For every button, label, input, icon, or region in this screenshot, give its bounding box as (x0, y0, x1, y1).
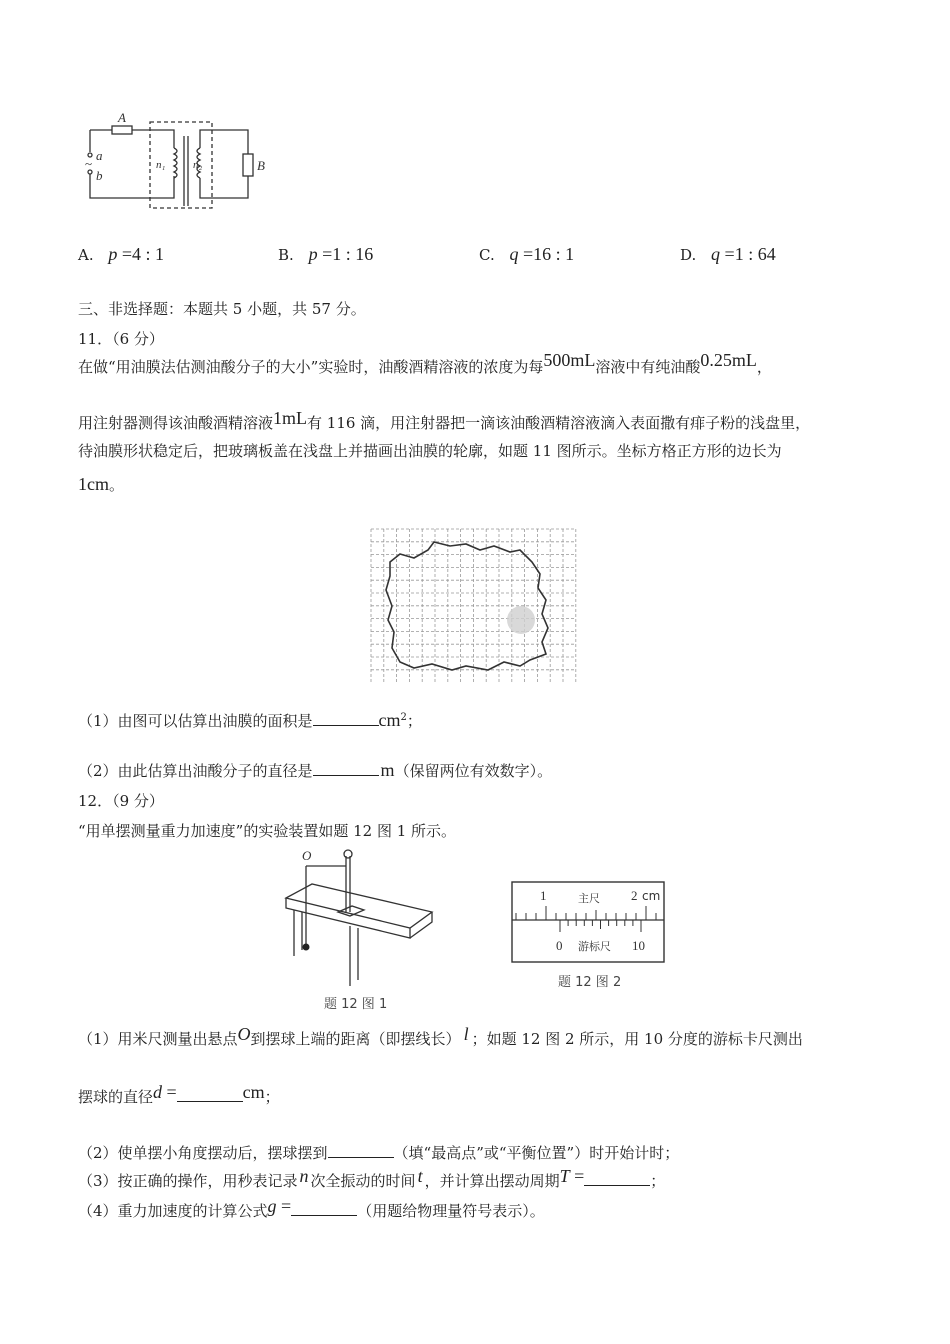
text: （用题给物理量符号表示）。 (357, 1202, 545, 1220)
option-var: q (711, 244, 721, 264)
answer-blank-start-point[interactable] (328, 1143, 394, 1158)
text: 。 (109, 476, 125, 494)
q12-part3 (78, 1166, 666, 1191)
fig1-caption: 题 12 图 1 (324, 997, 388, 1012)
option-text: =4 : 1 (117, 244, 165, 264)
q11-line3: 待油膜形状稳定后，把玻璃板盖在浅盘上并描画出油膜的轮廓，如题 11 图所示。坐标方格正方形的边长为 (78, 442, 782, 460)
var-O: O (237, 1024, 251, 1044)
q12-part2 (78, 1142, 679, 1163)
option-var: p (108, 244, 118, 264)
option-D (680, 244, 776, 265)
q11-header: 11．（6 分） (78, 330, 164, 348)
value-025ml: 0.25mL (700, 350, 757, 370)
fig2-caption: 题 12 图 2 (558, 975, 622, 990)
q12-part1 (78, 1024, 803, 1049)
label-B: B (257, 158, 265, 173)
fig2-main-1: 1 (540, 888, 547, 903)
option-letter: C. (479, 246, 495, 264)
text: 溶液中有纯油酸 (595, 358, 701, 376)
text: 用注射器测得该油酸酒精溶液 (78, 414, 274, 432)
section-heading: 三、非选择题：本题共 5 小题，共 57 分。 (78, 300, 366, 318)
answer-blank-diameter[interactable] (313, 761, 379, 776)
fig2-unit: cm (642, 889, 661, 903)
unit-m: m (380, 760, 395, 780)
fig1-label-O: O (302, 848, 312, 863)
q12-part1b (78, 1082, 280, 1107)
text: ， (756, 358, 772, 376)
q11-line2 (78, 408, 811, 433)
value-500ml: 500mL (543, 350, 596, 370)
label-n2: n₂ (193, 159, 203, 171)
q12-part4 (78, 1196, 545, 1221)
var-d: d (153, 1082, 163, 1102)
unit-cm: cm (242, 1082, 265, 1102)
label-a: a (96, 148, 103, 163)
equals: = (569, 1166, 585, 1186)
equals: = (162, 1082, 177, 1102)
text: （填“最高点”或“平衡位置”）时开始计时； (393, 1144, 680, 1162)
text: （1）用米尺测量出悬点 (78, 1030, 238, 1048)
q12-intro: “用单摆测量重力加速度”的实验装置如题 12 图 1 所示。 (78, 822, 457, 840)
text: 摆球的直径 (78, 1088, 154, 1106)
pendulum-figure (282, 846, 442, 1016)
q12-header: 12．（9 分） (78, 792, 164, 810)
text: ； (406, 712, 422, 730)
text: （1）由图可以估算出油膜的面积是 (78, 712, 313, 730)
option-A (78, 244, 164, 265)
fig2-vern-label: 游标尺 (578, 940, 611, 953)
fig2-main-label: 主尺 (578, 892, 600, 905)
text: （2）使单摆小角度摆动后，摆球摆到 (78, 1144, 328, 1162)
equals: = (276, 1196, 292, 1216)
option-var: p (308, 244, 318, 264)
var-n: n (299, 1166, 309, 1186)
label-b: b (96, 168, 103, 183)
fig2-vern-10: 10 (632, 938, 645, 953)
q11-line1 (78, 350, 772, 377)
fig2-vern-0: 0 (556, 938, 563, 953)
var-T: T (559, 1166, 570, 1186)
text: （2）由此估算出油酸分子的直径是 (78, 762, 313, 780)
text: ，并计算出摆动周期 (424, 1172, 560, 1190)
option-letter: D. (680, 246, 697, 264)
vernier-figure (508, 878, 668, 992)
oil-film-grid-figure (370, 528, 578, 684)
var-t: t (417, 1166, 423, 1186)
q11-part2 (78, 760, 552, 781)
q11-line4 (78, 474, 124, 495)
text: 次全振动的时间 (310, 1172, 416, 1190)
answer-blank-T[interactable] (584, 1171, 650, 1186)
value-1ml: 1mL (273, 408, 308, 428)
unit-cm: cm (378, 710, 401, 730)
option-var: q (509, 244, 519, 264)
unit-sup: 2 (400, 712, 407, 723)
text: ；如题 12 图 2 所示，用 10 分度的游标卡尺测出 (471, 1030, 803, 1048)
answer-blank-area[interactable] (313, 711, 379, 726)
option-text: =1 : 16 (317, 244, 374, 264)
text: （3）按正确的操作，用秒表记录 (78, 1172, 298, 1190)
var-l: l (463, 1024, 469, 1044)
text: 有 116 滴，用注射器把一滴该油酸酒精溶液滴入表面撒有痱子粉的浅盘里， (307, 414, 811, 432)
var-g: g (267, 1196, 277, 1216)
value-1cm: 1cm (78, 474, 109, 494)
q11-part1 (78, 710, 422, 731)
option-text: =1 : 64 (720, 244, 776, 264)
option-letter: B. (278, 246, 294, 264)
option-letter: A. (78, 246, 94, 264)
text: （保留两位有效数字）。 (394, 762, 553, 780)
option-C (479, 244, 574, 265)
answer-blank-g[interactable] (291, 1201, 357, 1216)
text: ； (264, 1088, 280, 1106)
label-n1: n₁ (156, 159, 166, 171)
answer-blank-d[interactable] (177, 1087, 243, 1102)
label-tilde: ~ (85, 156, 93, 171)
option-B (278, 244, 373, 265)
text: （4）重力加速度的计算公式 (78, 1202, 268, 1220)
option-text: =16 : 1 (518, 244, 575, 264)
text: 到摆球上端的距离（即摆线长） (250, 1030, 461, 1048)
label-A: A (118, 112, 126, 125)
transformer-circuit-figure (82, 112, 272, 212)
fig2-main-2: 2 (631, 888, 638, 903)
text: ； (650, 1172, 666, 1190)
text: 在做“用油膜法估测油酸分子的大小”实验时，油酸酒精溶液的浓度为每 (78, 358, 544, 376)
